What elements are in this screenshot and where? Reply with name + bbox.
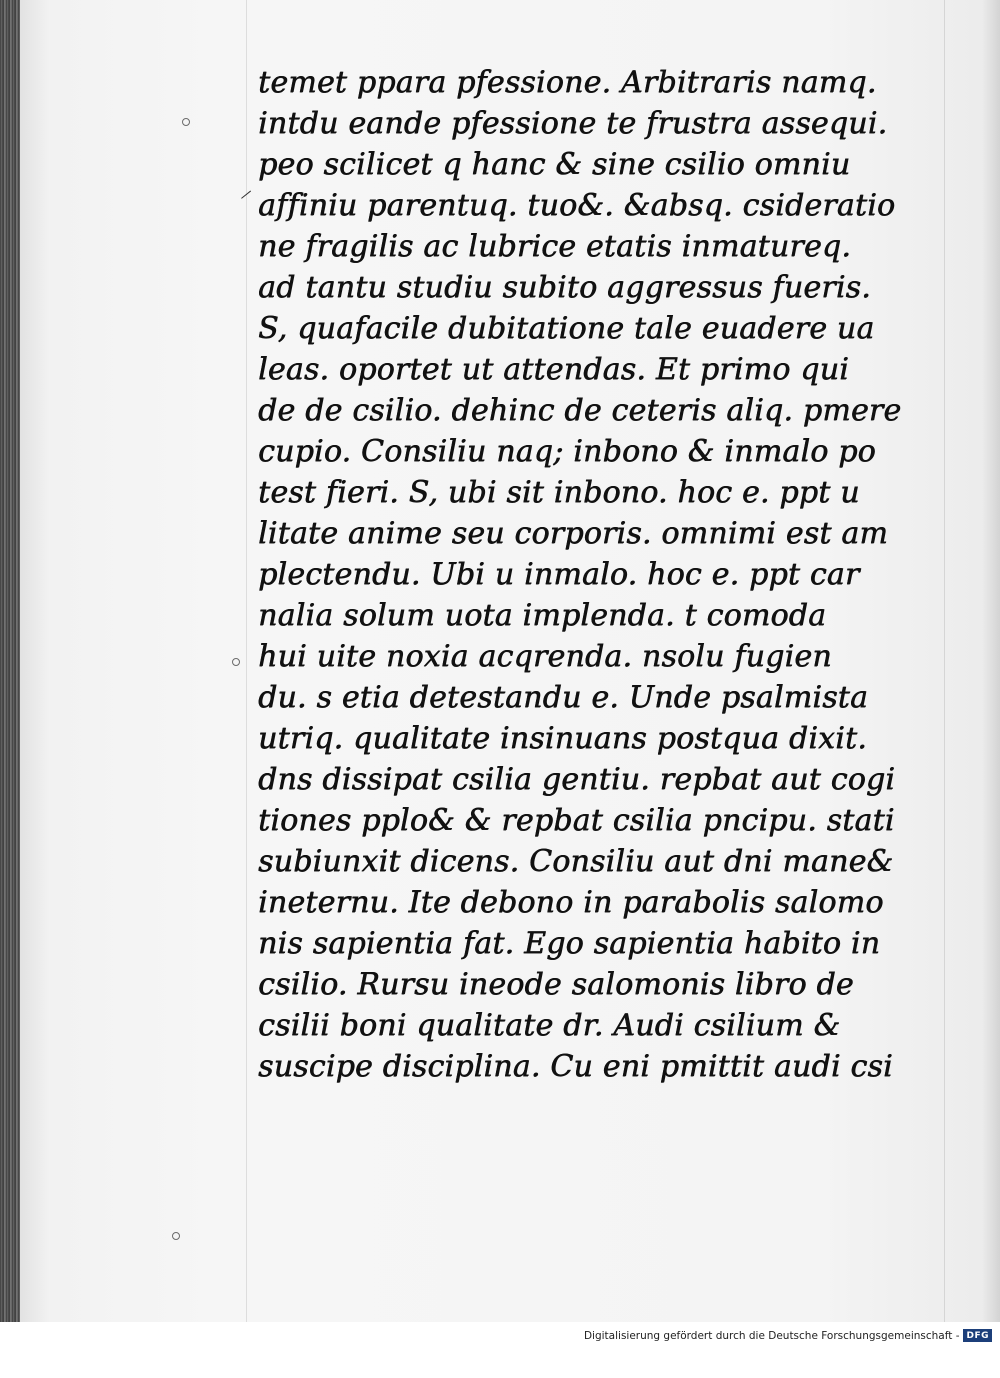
text-line: du. s etia detestandu e. Unde psalmista [258,680,869,715]
manuscript-text [258,62,948,1087]
pricking-hole [232,658,240,666]
dfg-logo-icon: DFG [963,1329,992,1342]
page-fore-edge [0,0,20,1322]
text-line: intdu eande pfessione te frustra assequi. [258,106,888,141]
text-line: S, quafacile dubitatione tale euadere ua [258,311,875,346]
text-line: dns dissipat csilia gentiu. repbat aut cogi [258,762,896,797]
text-line: csilii boni qualitate dr. Audi csilium & [258,1008,841,1043]
text-line: utriq. qualitate insinuans postqua dixit. [258,721,867,756]
text-line: temet ppara pfessione. Arbitraris namq. [258,65,877,100]
text-line: affiniu parentuq. tuo&. &absq. csideratio [258,188,896,223]
text-line: suscipe disciplina. Cu eni pmittit audi csi [258,1049,893,1084]
text-line: subiunxit dicens. Consiliu aut dni mane& [258,844,894,879]
marginal-abbreviation-mark: ⸝ [240,178,252,203]
text-line: ineternu. Ite debono in parabolis salomo [258,885,884,920]
text-line: de de csilio. dehinc de ceteris aliq. pmere [258,393,902,428]
credit-text: Digitalisierung gefördert durch die Deutsche Forschungsgemeinschaft - [583,1329,960,1342]
text-line: tiones pplo& & repbat csilia pncipu. stati [258,803,895,838]
text-line: ne fragilis ac lubrice etatis inmatureq. [258,229,851,264]
text-line: nalia solum uota implenda. t comoda [258,598,827,633]
text-line: litate anime seu corporis. omnimi est am [258,516,888,551]
gutter-shadow [982,0,1000,1322]
text-line: hui uite noxia acqrenda. nsolu fugien [258,639,832,674]
text-line: nis sapientia fat. Ego sapientia habito in [258,926,881,961]
text-line: peo scilicet q hanc & sine csilio omniu [258,147,851,182]
funding-credit [584,1329,992,1342]
text-line: ad tantu studiu subito aggressus fueris. [258,270,871,305]
pricking-hole [182,118,190,126]
text-line: test fieri. S, ubi sit inbono. hoc e. ppt u [258,475,860,510]
text-line: csilio. Rursu ineode salomonis libro de [258,967,854,1002]
text-line: leas. oportet ut attendas. Et primo qui [258,352,849,387]
text-line: cupio. Consiliu naq; inbono & inmalo po [258,434,876,469]
credit-bar [0,1322,1000,1378]
pricking-hole [172,1232,180,1240]
text-line: plectendu. Ubi u inmalo. hoc e. ppt car [258,557,860,592]
